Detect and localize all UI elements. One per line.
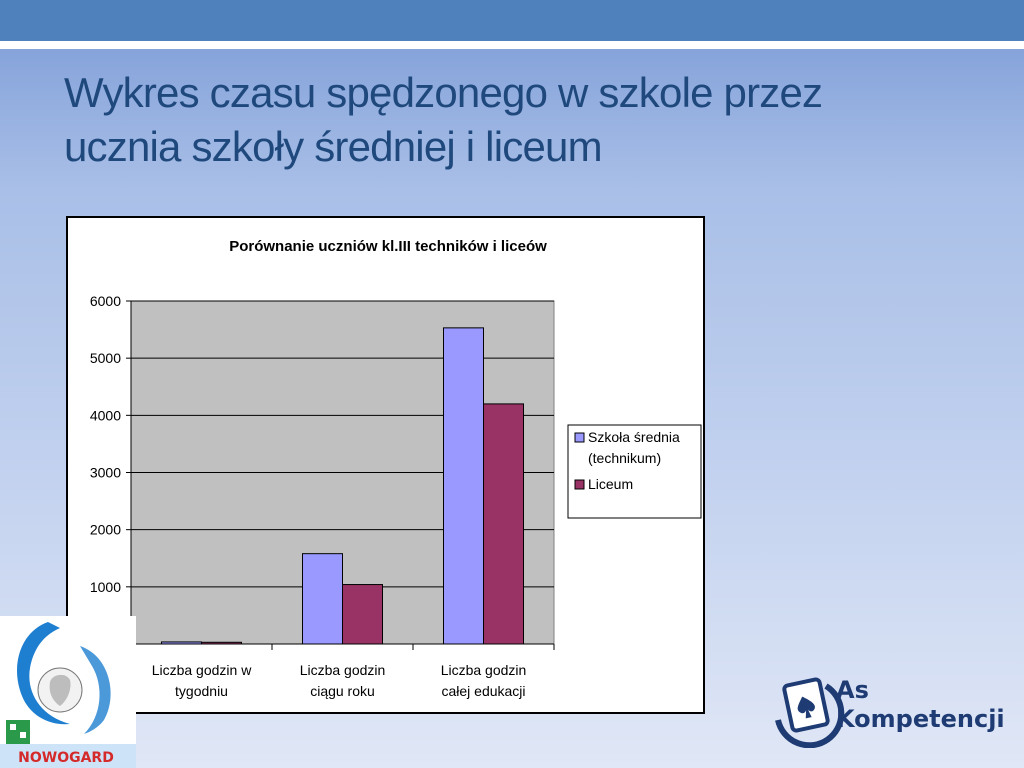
legend-label: Liceum — [588, 476, 634, 492]
legend-swatch — [575, 433, 584, 442]
plot-area — [90, 293, 554, 699]
top-band — [0, 0, 1024, 41]
brand-name-line-2: Kompetencji — [836, 705, 1005, 733]
slide-title-line-1: Wykres czasu spędzonego w szkole przez — [64, 69, 823, 116]
bar — [444, 328, 484, 644]
slide-title — [64, 66, 964, 174]
legend-swatch — [575, 480, 584, 489]
x-tick-label: ciągu roku — [310, 683, 375, 699]
legend-label: Szkoła średnia — [588, 429, 680, 445]
brand-name-line-1: As — [836, 676, 869, 704]
x-tick-label: tygodniu — [175, 683, 228, 699]
y-tick-label: 2000 — [89, 521, 121, 538]
chart-container — [66, 216, 705, 714]
x-tick-label: Liczba godzin — [299, 662, 386, 678]
bar — [303, 554, 343, 644]
chart-title: Porównanie uczniów kl.III techników i liceów — [229, 238, 547, 255]
legend-label: (technikum) — [588, 450, 662, 466]
y-tick-label: 6000 — [89, 293, 121, 309]
y-tick-label: 1000 — [89, 578, 121, 595]
bar — [202, 642, 242, 644]
top-stripe — [0, 41, 1024, 49]
bar — [162, 642, 202, 644]
slide-title-line-2: ucznia szkoły średniej i liceum — [64, 123, 602, 170]
bar-chart — [68, 218, 703, 712]
chart-legend — [568, 425, 701, 518]
y-tick-label: 4000 — [89, 407, 121, 424]
bar — [343, 585, 383, 644]
x-tick-label: Liczba godzin — [440, 662, 527, 678]
x-tick-label: Liczba godzin w — [151, 662, 252, 678]
school-logo — [0, 616, 136, 768]
bar — [484, 404, 524, 644]
x-tick-label: całej edukacji — [441, 683, 526, 699]
y-tick-label: 3000 — [89, 464, 121, 481]
y-tick-label: 5000 — [89, 350, 121, 367]
school-logo-text: NOWOGARD — [18, 750, 114, 766]
